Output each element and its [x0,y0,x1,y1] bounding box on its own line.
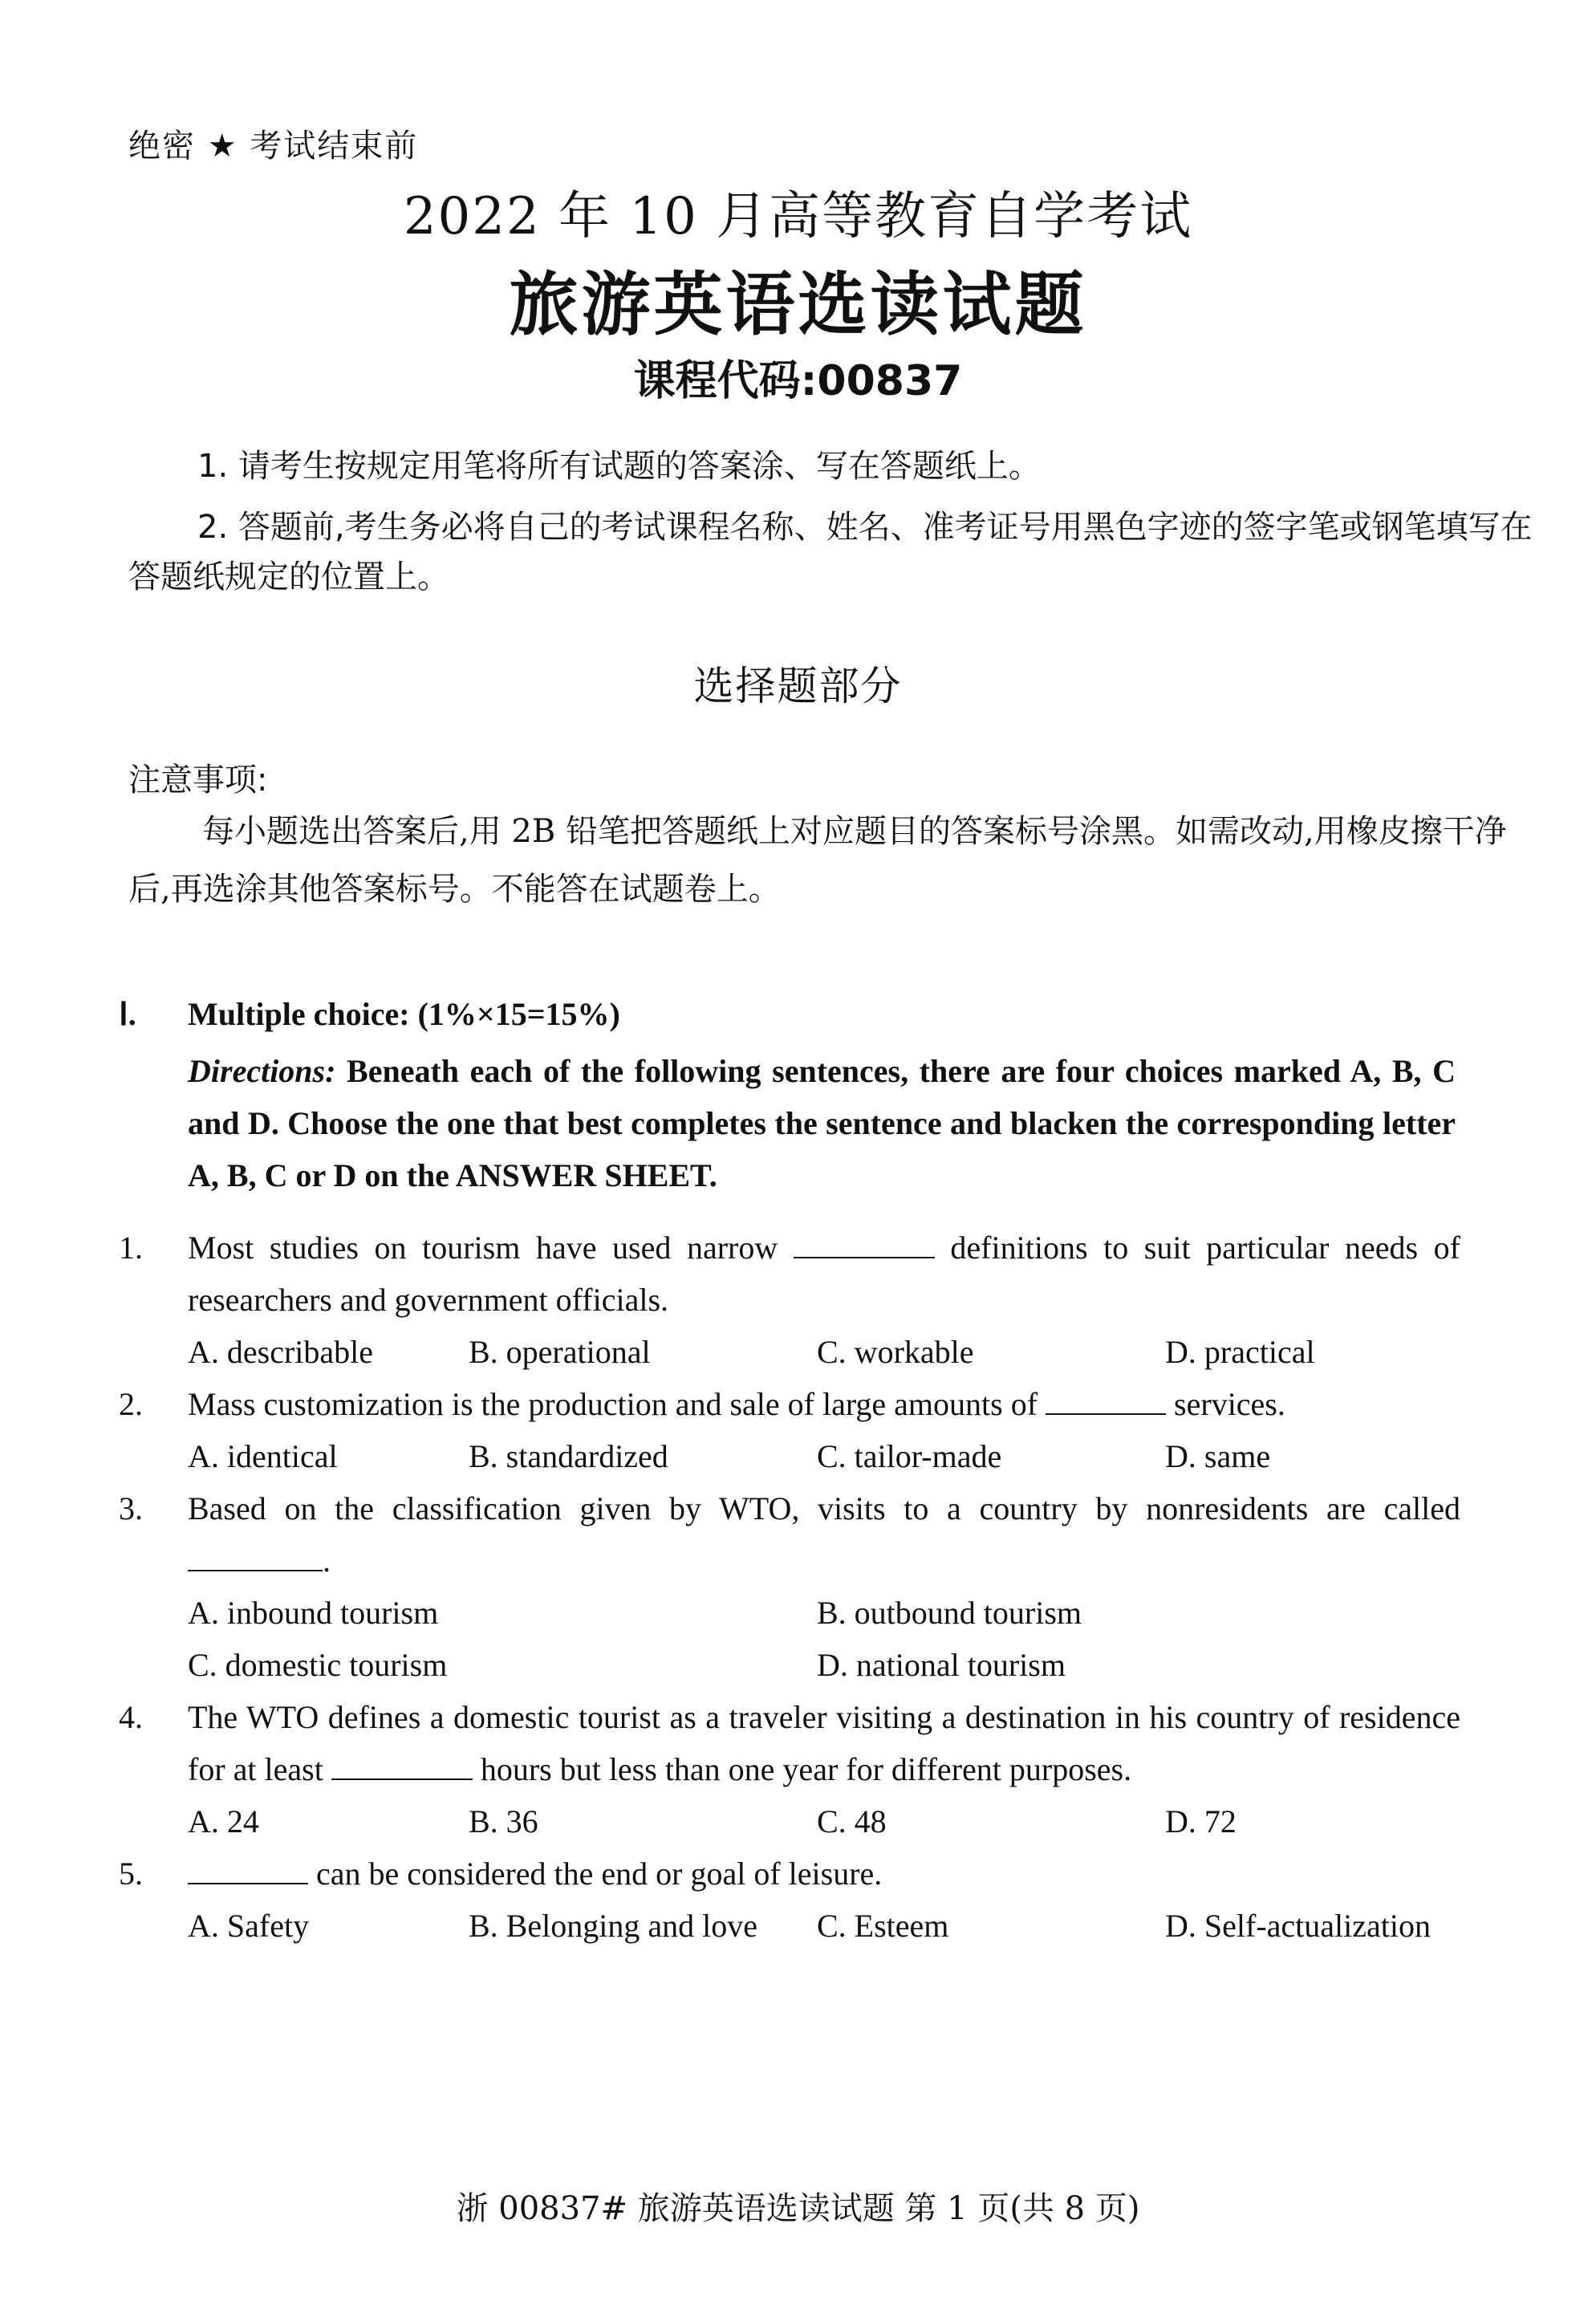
stem-text: can be considered the end or goal of leisure. [308,1856,883,1892]
question [119,1222,1460,1378]
options-row [188,1430,1460,1482]
stem-text: Mass customization is the production and sale of large amounts of [188,1386,1046,1422]
question-stem [188,1378,1460,1430]
question-stem [188,1691,1460,1795]
question-stem [188,1848,1460,1900]
option-a: A. Safety [188,1908,310,1944]
instruction-2: 2. 答题前,考生务必将自己的考试课程名称、姓名、准考证号用黑色字迹的签字笔或钢笔填写在答题纸规定的位置上。 [128,509,1533,596]
stem-text: services. [1166,1386,1285,1422]
question-number: 1. [119,1230,143,1266]
option-d: D. national tourism [817,1647,1066,1683]
part-number: Ⅰ. [119,996,136,1032]
answer-blank [188,1856,308,1884]
question-stem [188,1482,1460,1587]
answer-blank [1046,1386,1166,1415]
options-row [188,1795,1460,1848]
option-a: A. 24 [188,1803,259,1839]
question [119,1378,1460,1482]
instruction-1: 1. 请考生按规定用笔将所有试题的答案涂、写在答题纸上。 [197,448,1041,485]
stem-text: . [323,1543,331,1579]
option-c: C. workable [817,1334,974,1370]
question-stem [188,1222,1460,1326]
question [119,1848,1460,1952]
notice-text: 每小题选出答案后,用 2B 铅笔把答题纸上对应题目的答案标号涂黑。如需改动,用橡皮擦干净后,再选涂其他答案标号。不能答在试题卷上。 [128,813,1507,908]
question-number: 4. [119,1699,143,1735]
stem-text: Most studies on tourism have used narrow [188,1230,794,1266]
stem-text: Based on the classification given by WTO, visits to a country by nonresidents are called [188,1490,1460,1526]
option-d: D. practical [1165,1334,1315,1370]
page-footer: 浙 00837# 旅游英语选读试题 第 1 页(共 8 页) [456,2190,1140,2227]
part-title: Multiple choice: (1%×15=15%) [188,996,620,1032]
option-d: D. same [1165,1438,1271,1474]
option-b: B. Belonging and love [469,1908,757,1944]
question [119,1691,1460,1848]
confidential-mark: 绝密 ★ 考试结束前 [128,128,419,165]
option-d: D. Self-actualization [1165,1908,1431,1944]
course-code: 课程代码:00837 [633,357,963,405]
directions-lead: Directions: [188,1053,336,1089]
question-number: 3. [119,1490,143,1526]
answer-blank [331,1751,473,1780]
option-a: A. inbound tourism [188,1595,439,1631]
notice-label: 注意事项: [128,762,268,799]
directions [188,1045,1456,1201]
question-number: 2. [119,1386,143,1422]
answer-blank [188,1543,323,1571]
options-row [188,1639,1460,1691]
option-b: B. outbound tourism [817,1595,1082,1631]
option-c: C. tailor-made [817,1438,1002,1474]
option-c: C. domestic tourism [188,1647,448,1683]
question-number: 5. [119,1856,143,1892]
option-a: A. identical [188,1438,338,1474]
option-c: C. Esteem [817,1908,949,1944]
option-d: D. 72 [1165,1803,1237,1839]
option-a: A. describable [188,1334,374,1370]
directions-text: Beneath each of the following sentences, there are four choices marked A, B, C and D. Choose the one that best completes the sentence and blacken the corresponding letter A, B, C or D on the ANSWER SHEET. [188,1053,1456,1193]
exam-title: 2022 年 10 月高等教育自学考试 [403,187,1193,246]
paper-title: 旅游英语选读试题 [509,265,1087,345]
options-row [188,1587,1460,1639]
stem-text: The WTO defines a domestic tourist as a traveler visiting a destination in his country of residence for at least [188,1699,1460,1787]
option-b: B. standardized [469,1438,668,1474]
options-row [188,1900,1460,1952]
option-b: B. operational [469,1334,651,1370]
question [119,1482,1460,1691]
option-b: B. 36 [469,1803,538,1839]
options-row [188,1326,1460,1378]
stem-text: hours but less than one year for different purposes. [472,1751,1132,1787]
part-heading [119,995,620,1033]
stem-text: definitions to suit particular needs of researchers and government officials. [188,1230,1460,1318]
answer-blank [794,1230,935,1258]
option-c: C. 48 [817,1803,887,1839]
section-heading: 选择题部分 [693,663,903,709]
